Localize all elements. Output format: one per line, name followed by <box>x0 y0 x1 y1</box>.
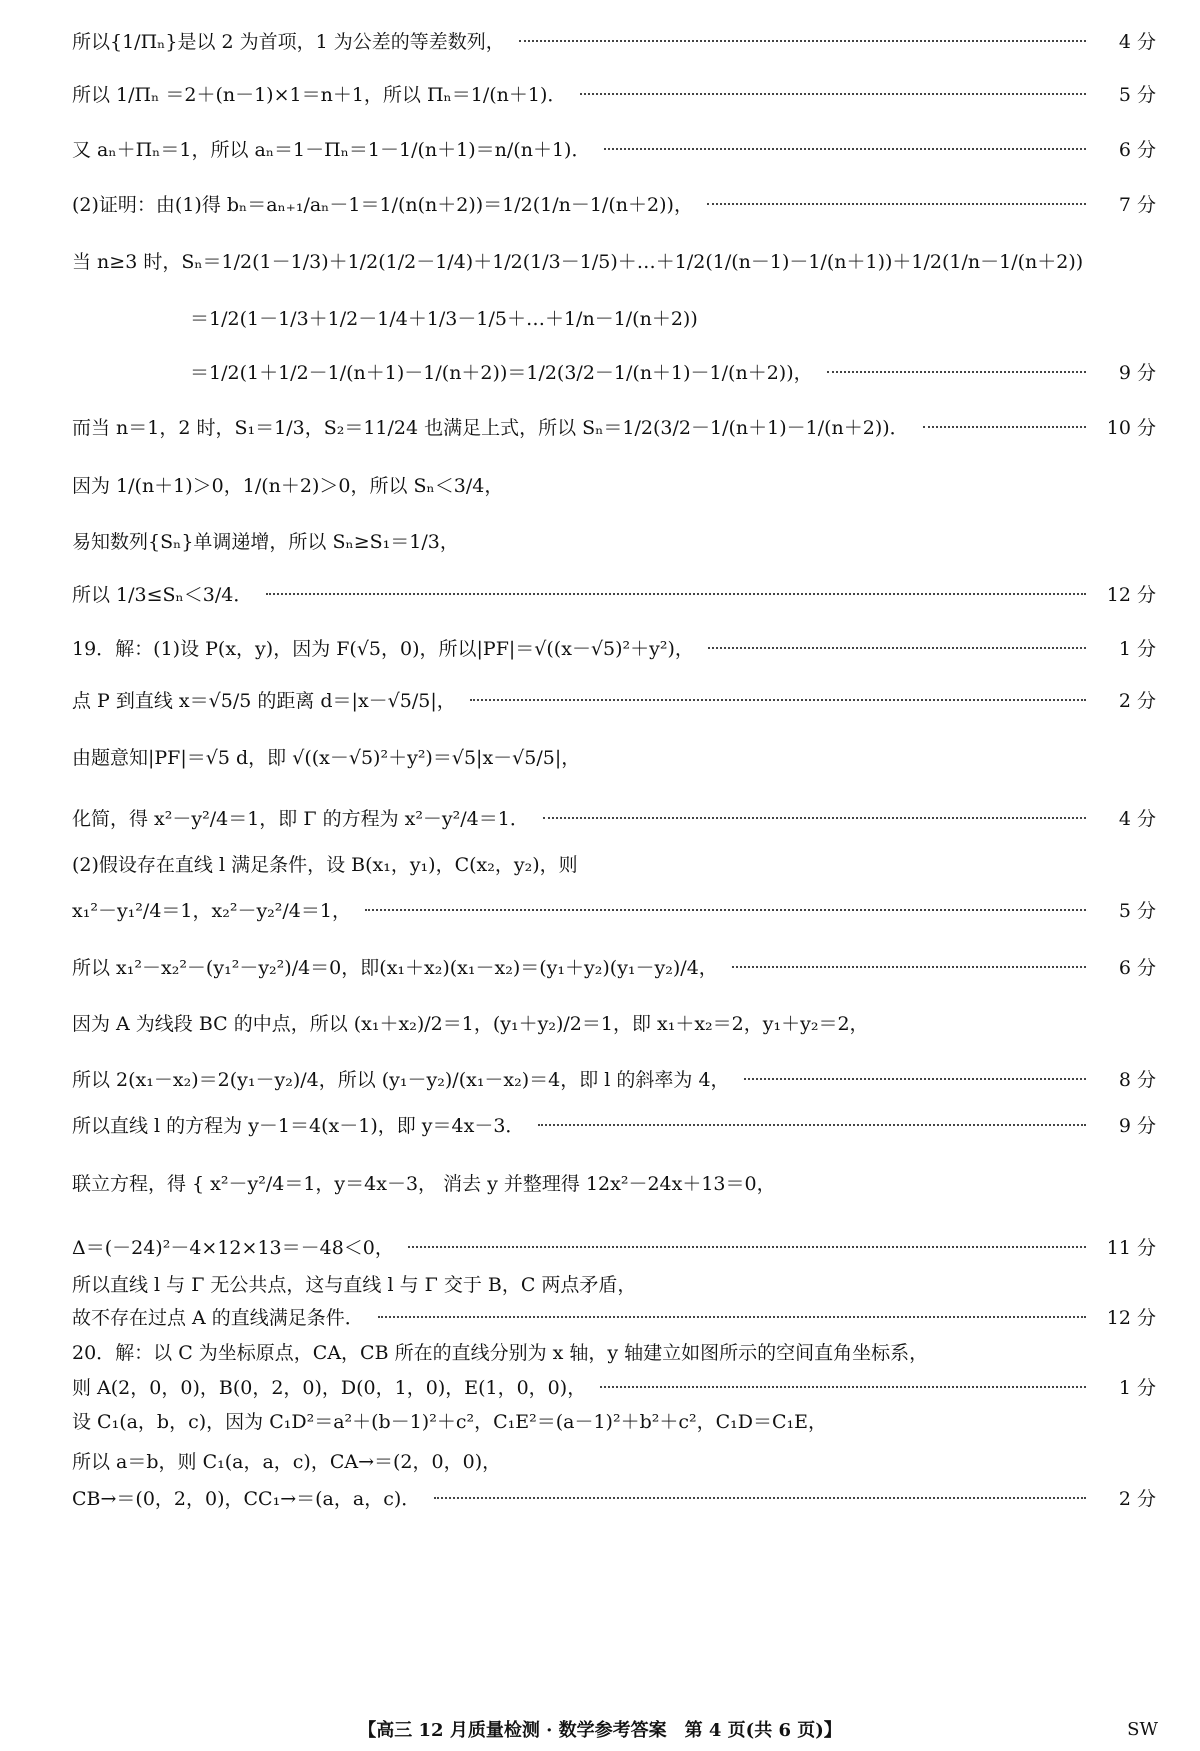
answer-line-text: 因为 1/(n＋1)＞0，1/(n＋2)＞0，所以 Sₙ＜3/4， <box>72 474 504 497</box>
answer-line <box>0 297 1200 337</box>
answer-line <box>0 573 1200 613</box>
answer-line-text: 所以{1/Πₙ}是以 2 为首项，1 为公差的等差数列， <box>72 30 505 53</box>
answer-line-text: 由题意知|PF|＝√5 d，即 √((x－√5)²＋y²)＝√5|x－√5/5|， <box>72 746 581 769</box>
answer-line <box>0 889 1200 929</box>
answer-line-text: 所以 a＝b，则 C₁(a，a，c)，CA→＝(2，0，0)， <box>72 1450 502 1473</box>
leader-dots <box>538 1123 1086 1126</box>
answer-line-text: 所以直线 l 与 Γ 无公共点，这与直线 l 与 Γ 交于 B，C 两点矛盾， <box>72 1273 637 1296</box>
answer-line-text: 所以直线 l 的方程为 y－1＝4(x－1)，即 y＝4x－3． <box>72 1114 525 1137</box>
leader-dots <box>707 202 1086 205</box>
footer-title: 【高三 12 月质量检测 · 数学参考答案 第 4 页(共 6 页)】 <box>358 1720 842 1741</box>
footer-code: SW <box>1127 1718 1158 1740</box>
answer-line <box>0 946 1200 986</box>
answer-line-text: (2)证明：由(1)得 bₙ＝aₙ₊₁/aₙ－1＝1/(n(n＋2))＝1/2(1/n－1/(n＋2))， <box>72 193 693 216</box>
score-label: 6 分 <box>1118 138 1156 161</box>
page-footer <box>0 1716 1200 1742</box>
answer-line <box>0 406 1200 446</box>
leader-dots <box>266 592 1086 595</box>
score-label: 9 分 <box>1118 1114 1156 1137</box>
answer-line <box>0 240 1200 280</box>
answer-line <box>0 128 1200 168</box>
answer-line <box>0 1104 1200 1144</box>
answer-line <box>0 20 1200 60</box>
score-label: 6 分 <box>1118 956 1156 979</box>
answer-line <box>0 1162 1200 1202</box>
leader-dots <box>744 1077 1086 1080</box>
leader-dots <box>378 1315 1086 1318</box>
score-label: 12 分 <box>1106 1306 1156 1329</box>
answer-line <box>0 627 1200 667</box>
answer-line <box>0 679 1200 719</box>
score-label: 8 分 <box>1118 1068 1156 1091</box>
answer-line-text: 化简，得 x²－y²/4＝1，即 Γ 的方程为 x²－y²/4＝1． <box>72 807 529 830</box>
leader-dots <box>732 965 1086 968</box>
score-label: 5 分 <box>1118 899 1156 922</box>
answer-line <box>0 1440 1200 1480</box>
answer-line-text: 19．解：(1)设 P(x，y)，因为 F(√5，0)，所以|PF|＝√((x－√5)²＋y²)， <box>72 637 694 660</box>
answer-line-text: 所以 x₁²－x₂²－(y₁²－y₂²)/4＝0，即(x₁＋x₂)(x₁－x₂)＝(y₁＋y₂)(y₁－y₂)/4， <box>72 956 718 979</box>
answer-line-text: Δ＝(－24)²－4×12×13＝－48＜0， <box>72 1236 394 1259</box>
leader-dots <box>470 698 1086 701</box>
answer-line <box>0 1058 1200 1098</box>
answer-line-text: 故不存在过点 A 的直线满足条件． <box>72 1306 364 1329</box>
answer-line <box>0 73 1200 113</box>
answer-line <box>0 1477 1200 1517</box>
answer-line <box>0 520 1200 560</box>
score-label: 2 分 <box>1118 689 1156 712</box>
answer-line <box>0 351 1200 391</box>
answer-line <box>0 1331 1200 1371</box>
answer-line <box>0 1400 1200 1440</box>
answer-line <box>0 183 1200 223</box>
answer-line-text: 设 C₁(a，b，c)，因为 C₁D²＝a²＋(b－1)²＋c²，C₁E²＝(a－1)²＋b²＋c²，C₁D＝C₁E， <box>72 1410 828 1433</box>
answer-line-text: 所以 2(x₁－x₂)＝2(y₁－y₂)/4，所以 (y₁－y₂)/(x₁－x₂)＝4，即 l 的斜率为 4， <box>72 1068 730 1091</box>
score-label: 4 分 <box>1118 807 1156 830</box>
score-label: 1 分 <box>1118 1376 1156 1399</box>
leader-dots <box>827 370 1086 373</box>
answer-line-text: 当 n≥3 时，Sₙ＝1/2(1－1/3)＋1/2(1/2－1/4)＋1/2(1/3－1/5)＋…＋1/2(1/(n－1)－1/(n＋1))＋1/2(1/n－1/(n＋2)) <box>72 250 1084 273</box>
leader-dots <box>434 1496 1086 1499</box>
leader-dots <box>543 816 1086 819</box>
answer-line <box>0 1002 1200 1042</box>
leader-dots <box>408 1245 1086 1248</box>
answer-line-text: CB→＝(0，2，0)，CC₁→＝(a，a，c)． <box>72 1487 421 1510</box>
answer-line <box>0 843 1200 883</box>
answer-line-text: 点 P 到直线 x＝√5/5 的距离 d＝|x－√5/5|， <box>72 689 456 712</box>
score-label: 5 分 <box>1118 83 1156 106</box>
answer-line-text: 20．解：以 C 为坐标原点，CA，CB 所在的直线分别为 x 轴，y 轴建立如图所示的空间直角坐标系， <box>72 1341 929 1364</box>
score-label: 2 分 <box>1118 1487 1156 1510</box>
answer-line-text: 则 A(2，0，0)，B(0，2，0)，D(0，1，0)，E(1，0，0)， <box>72 1376 587 1399</box>
score-label: 1 分 <box>1118 637 1156 660</box>
score-label: 9 分 <box>1118 361 1156 384</box>
answer-line-text: x₁²－y₁²/4＝1，x₂²－y₂²/4＝1， <box>72 899 351 922</box>
score-label: 4 分 <box>1118 30 1156 53</box>
answer-line-text: 所以 1/Πₙ ＝2＋(n－1)×1＝n＋1，所以 Πₙ＝1/(n＋1)． <box>72 83 567 106</box>
answer-line <box>0 1296 1200 1336</box>
answer-line-text: (2)假设存在直线 l 满足条件，设 B(x₁，y₁)，C(x₂，y₂)，则 <box>72 853 578 876</box>
answer-line <box>0 736 1200 776</box>
answer-line-text: 易知数列{Sₙ}单调递增，所以 Sₙ≥S₁＝1/3， <box>72 530 459 553</box>
answer-line <box>0 464 1200 504</box>
leader-dots <box>600 1385 1086 1388</box>
answer-line-text: 所以 1/3≤Sₙ＜3/4． <box>72 583 253 606</box>
leader-dots <box>580 92 1086 95</box>
score-label: 11 分 <box>1106 1236 1156 1259</box>
score-label: 7 分 <box>1118 193 1156 216</box>
answer-line-text: 联立方程，得 { x²－y²/4＝1，y＝4x－3， 消去 y 并整理得 12x²－24x＋13＝0， <box>72 1172 776 1195</box>
answer-line <box>0 797 1200 837</box>
leader-dots <box>708 646 1086 649</box>
answer-line-text: 而当 n＝1，2 时，S₁＝1/3，S₂＝11/24 也满足上式，所以 Sₙ＝1/2(3/2－1/(n＋1)－1/(n＋2))． <box>72 416 909 439</box>
answer-line-text: 又 aₙ＋Πₙ＝1，所以 aₙ＝1－Πₙ＝1－1/(n＋1)＝n/(n＋1)． <box>72 138 591 161</box>
answer-line-text: 因为 A 为线段 BC 的中点，所以 (x₁＋x₂)/2＝1，(y₁＋y₂)/2＝1，即 x₁＋x₂＝2，y₁＋y₂＝2， <box>72 1012 869 1035</box>
score-label: 12 分 <box>1106 583 1156 606</box>
leader-dots <box>923 425 1086 428</box>
leader-dots <box>604 147 1086 150</box>
score-label: 10 分 <box>1106 416 1156 439</box>
answer-line <box>0 1226 1200 1266</box>
answer-line-text: ＝1/2(1－1/3＋1/2－1/4＋1/3－1/5＋…＋1/n－1/(n＋2)) <box>190 307 698 330</box>
leader-dots <box>519 39 1086 42</box>
answer-line-text: ＝1/2(1＋1/2－1/(n＋1)－1/(n＋2))＝1/2(3/2－1/(n＋1)－1/(n＋2))， <box>190 361 813 384</box>
leader-dots <box>365 908 1086 911</box>
